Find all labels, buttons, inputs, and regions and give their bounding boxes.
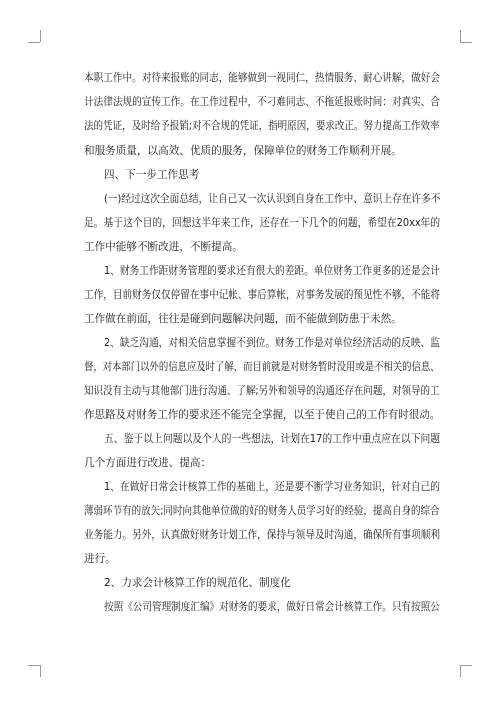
text-line: 1、在做好日常会计核算工作的基础上，还是要不断学习业务知识，针对自己的 — [104, 481, 440, 493]
crop-mark-top-left-h — [28, 42, 40, 43]
text-line: 几个方面进行改进、提高： — [84, 457, 212, 469]
text-line: 1、财务工作距财务管理的要求还有很大的差距。单位财务工作更多的还是会计 — [104, 265, 440, 277]
text-line: 作思路及对财务工作的要求还不能完全掌握，以至于使自己的工作有时很动。 — [84, 409, 441, 421]
text-line: 工作，目前财务仅仅停留在事中记帐、事后算帐，对事务发展的预见性不够，不能将 — [84, 289, 440, 301]
crop-mark-top-right-v — [460, 30, 461, 42]
crop-mark-top-right-h — [460, 42, 472, 43]
section-heading: 四、下一步工作思考 — [104, 169, 200, 181]
text-line: 工作做在前面，往往是碰到问题解决问题，而不能做到防患于未然。 — [84, 313, 402, 325]
text-line: 法的凭证，及时给予报销;对不合规的凭证，指明原因，要求改正。努力提高工作效率 — [84, 120, 440, 132]
text-line: (一)经过这次全面总结，让自己又一次认识到自身在工作中、意识上存在许多不 — [104, 193, 441, 205]
text-line: 足。基于这个目的，回想这半年来工作，还存在一下几个的问题，希望在20xx年的 — [84, 217, 441, 229]
crop-mark-bottom-left-v — [40, 665, 41, 677]
text-line: 计法律法规的宣传工作。在工作过程中，不刁难同志、不拖延报账时间：对真实、合 — [84, 96, 440, 108]
text-line: 薄弱环节有的放矢;同时向其他单位做的好的财务人员学习好的经验，提高自身的综合 — [84, 505, 440, 517]
text-line: 进行。 — [84, 553, 116, 565]
text-line: 督，对本部门以外的信息应及时了解，而目前就是对财务暂时没用或是不相关的信息、 — [84, 361, 440, 373]
text-line: 业务能力。另外，认真做好财务计划工作，保持与领导及时沟通，确保所有事项顺利 — [84, 529, 440, 541]
section-heading: 五、鉴于以上问题以及个人的一些想法，计划在17的工作中重点应在以下问题 — [104, 433, 441, 445]
text-line: 和服务质量，以高效、优质的服务，保障单位的财务工作顺利开展。 — [84, 145, 402, 157]
crop-mark-bottom-right-v — [460, 665, 461, 677]
text-line: 2、缺乏沟通，对相关信息掌握不到位。财务工作是对单位经济活动的反映、监 — [104, 337, 440, 349]
text-line: 2、力求会计核算工作的规范化、制度化 — [104, 577, 291, 589]
crop-mark-bottom-right-h — [460, 665, 472, 666]
crop-mark-bottom-left-h — [28, 665, 40, 666]
text-line: 知识没有主动与其他部门进行沟通、了解;另外和领导的沟通还存在问题，对领导的工 — [84, 385, 440, 397]
text-line: 工作中能够不断改进，不断提高。 — [84, 241, 243, 253]
text-line: 按照《公司管理制度汇编》对财务的要求，做好日常会计核算工作。只有按照公 — [104, 601, 440, 613]
text-line: 本职工作中。对待来报账的同志，能够做到一视同仁，热情服务、耐心讲解，做好会 — [84, 72, 440, 84]
crop-mark-top-left-v — [40, 30, 41, 42]
